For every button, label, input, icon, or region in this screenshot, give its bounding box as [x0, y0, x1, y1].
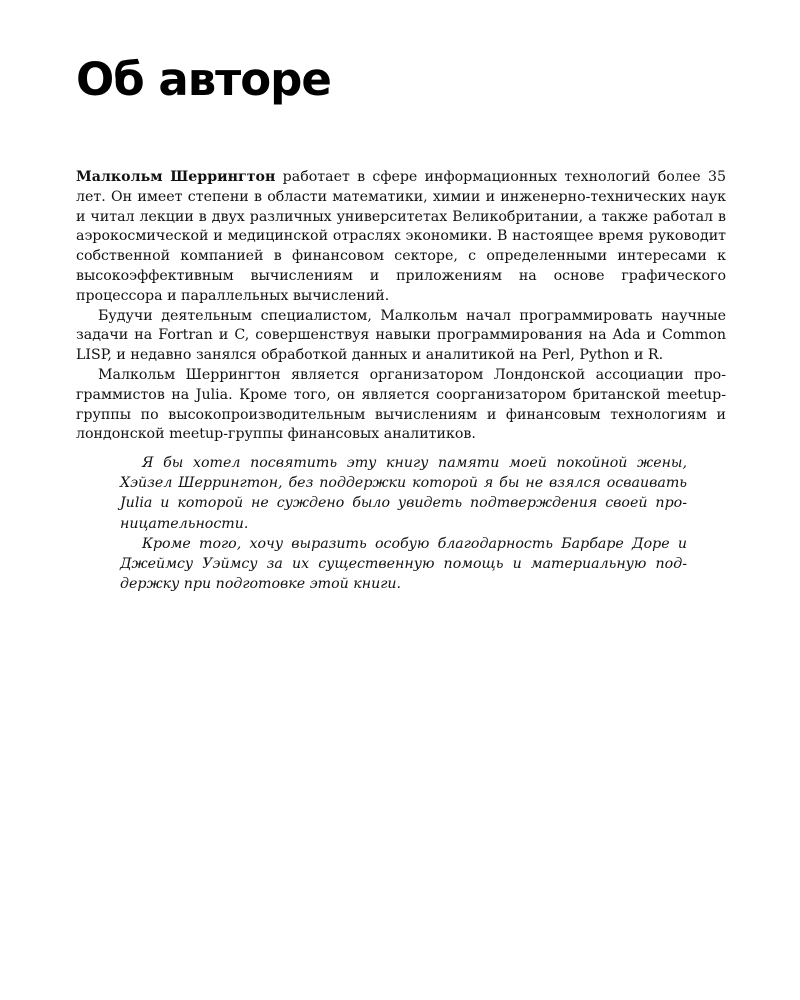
about-author-section — [76, 168, 726, 445]
about-paragraph-1 — [76, 168, 726, 307]
about-paragraph-3: Малкольм Шеррингтон является организатором Лондонской ассоциации программистов на Julia. Кроме того, он является соорганизатором британской meetup-группы по высокопроизводительным вычислениям и финансовым технологиям и лондонской meetup-группы финансовых аналитиков. — [76, 366, 726, 443]
dedication-paragraph-1: Я бы хотел посвятить эту книгу памяти моей покойной жены, Хэйзел Шеррингтон, без поддержки которой я бы не взялся осваивать Julia и которой не суждено было увидеть подтверждения своей проницательности. — [120, 455, 687, 532]
page-title: Об авторе — [76, 53, 331, 106]
dedication-paragraph-2: Кроме того, хочу выразить особую благодарность Барбаре Доре и Джеймсу Уэймсу за их существенную помощь и материальную поддержку при подготовке этой книги. — [120, 535, 687, 593]
about-paragraph-1-text: работает в сфере информационных технологий более 35 лет. Он имеет степени в области математики, химии и инженерно-технических наук и читал лекции в двух различных университетах Великобритании, а также работал в аэрокосмической и медицинской отраслях экономики. В настоящее время руководит собственной компанией в финансовом секторе, с определенными интересами к высокоэффективным вычислениям и приложениям на основе графического процессора и параллельных вычислений. — [76, 169, 726, 304]
author-name: Малкольм Шеррингтон — [76, 169, 276, 185]
about-paragraph-2: Будучи деятельным специалистом, Малкольм начал программировать научные задачи на Fortran и C, совершенствуя навыки программирования на Ada и Common LISP, и недавно занялся обработкой данных и аналитикой на Perl, Python и R. — [76, 307, 726, 364]
dedication-section — [120, 453, 687, 594]
